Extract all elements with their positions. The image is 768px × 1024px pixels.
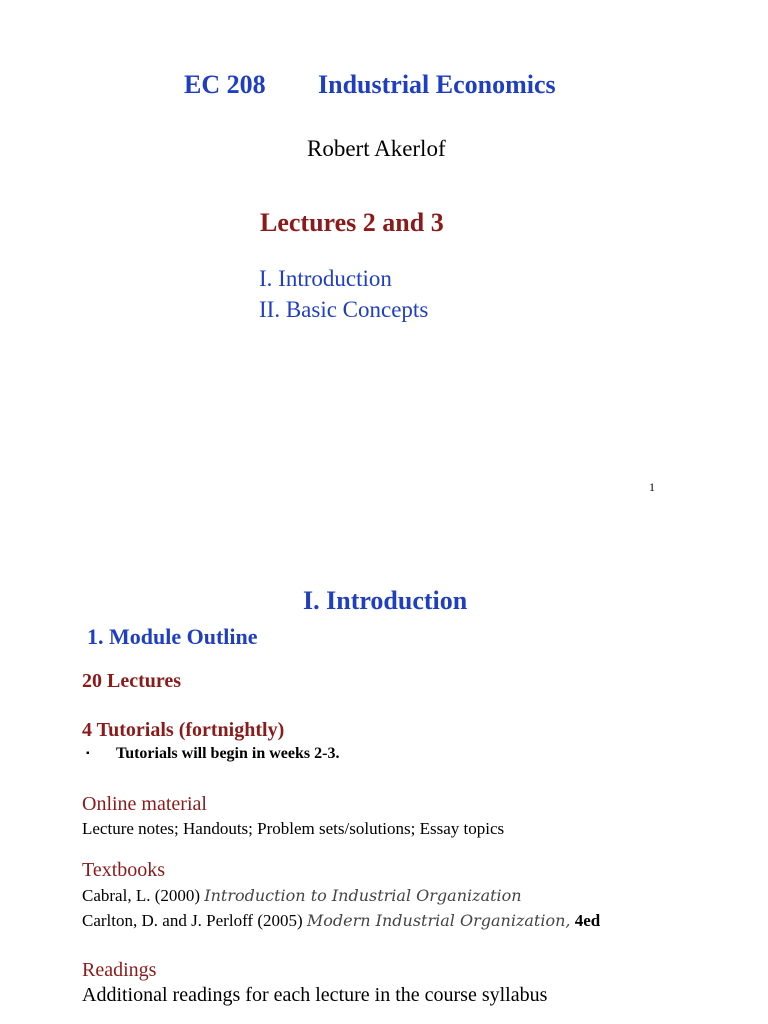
lectures-count: 20 Lectures: [82, 670, 182, 692]
readings-body: Additional readings for each lecture in the course syllabus: [82, 984, 548, 1006]
tutorials-bullet-text: Tutorials will begin in weeks 2-3.: [116, 745, 340, 762]
page-number: 1: [649, 480, 655, 494]
textbook-title: Modern Industrial Organization,: [306, 911, 571, 930]
textbook-authors: Carlton, D. and J. Perloff (2005): [82, 911, 307, 930]
course-code: EC 208: [184, 70, 266, 99]
author-name: Robert Akerlof: [307, 136, 446, 161]
textbooks-heading: Textbooks: [82, 859, 166, 881]
course-heading: [184, 70, 556, 100]
bullet-square-icon: ▪: [86, 748, 90, 759]
toc-item-introduction: I. Introduction: [259, 266, 392, 291]
textbook-title: Introduction to Industrial Organization: [204, 886, 522, 905]
course-name: Industrial Economics: [318, 70, 556, 99]
textbook-item: [82, 911, 600, 931]
section-title: I. Introduction: [303, 586, 468, 615]
online-material-heading: Online material: [82, 793, 207, 815]
tutorials-bullet: [86, 745, 339, 763]
textbook-authors: Cabral, L. (2000): [82, 886, 205, 905]
textbook-item: [82, 886, 522, 906]
toc-item-basic-concepts: II. Basic Concepts: [259, 297, 429, 322]
readings-heading: Readings: [82, 959, 157, 981]
tutorials-heading: 4 Tutorials (fortnightly): [82, 719, 285, 741]
online-material-body: Lecture notes; Handouts; Problem sets/solutions; Essay topics: [82, 819, 505, 838]
lectures-title: Lectures 2 and 3: [260, 208, 444, 237]
subsection-title: 1. Module Outline: [87, 624, 258, 649]
textbook-suffix: 4ed: [570, 911, 601, 930]
